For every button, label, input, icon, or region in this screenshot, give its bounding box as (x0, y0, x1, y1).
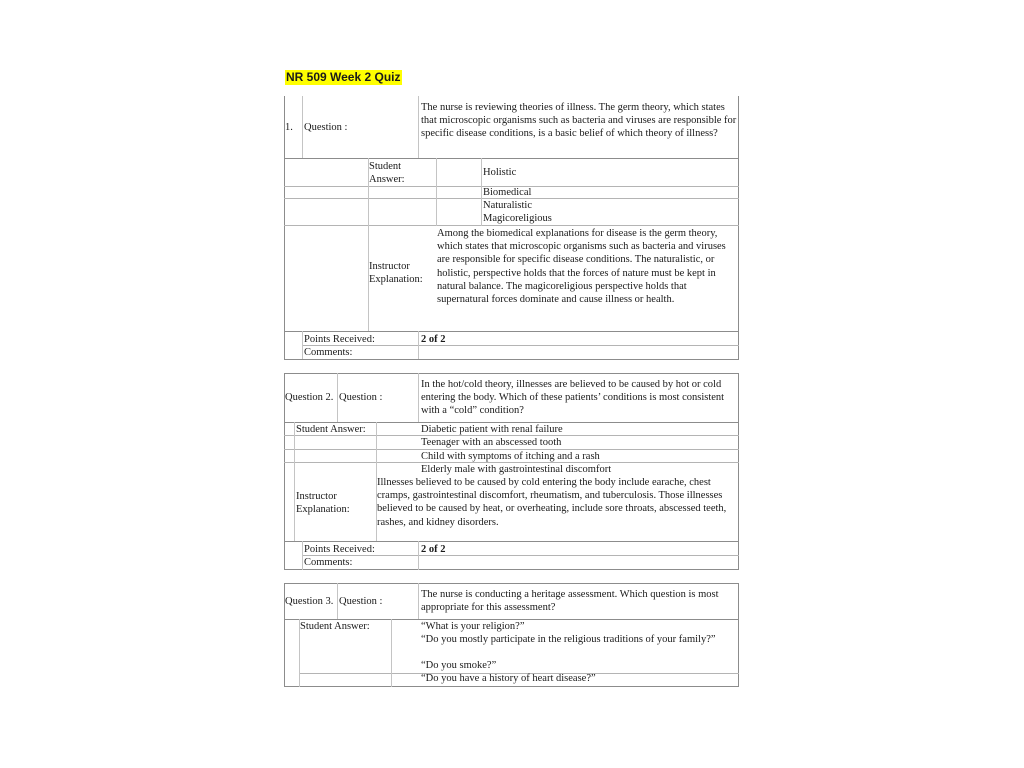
answer-option: Biomedical (483, 187, 532, 198)
question-label: Question : (339, 596, 383, 607)
question-number: 1. (285, 122, 293, 133)
answer-option: “Do you have a history of heart disease?” (421, 673, 596, 684)
answer-option: Naturalistic (483, 200, 532, 211)
instructor-explanation-text: Among the biomedical explanations for disease is the germ theory, which states that microscopic organisms such as bacteria and viruses are responsible for specific disease conditions. The naturalistic, or holistic, perspective holds that the forces of nature must be kept in natural balance. The magicoreligious perspective holds that supernatural forces dominate and cause illness or health. (437, 228, 726, 306)
question-2-block (284, 373, 739, 570)
question-label: Question : (339, 392, 383, 403)
question-3-block (284, 583, 739, 687)
student-answer-label: Student Answer: (296, 424, 366, 435)
student-answer-label: Student Answer: (369, 161, 405, 186)
comments-label: Comments: (304, 347, 353, 358)
answer-option: “Do you smoke?” (421, 660, 497, 671)
points-received-label: Points Received: (304, 334, 375, 345)
answer-option: “What is your religion?” (421, 621, 525, 632)
points-received-value: 2 of 2 (421, 544, 446, 555)
question-text: The nurse is conducting a heritage assessment. Which question is most appropriate for this assessment? (421, 589, 719, 614)
question-text: In the hot/cold theory, illnesses are believed to be caused by hot or cold entering the body. Which of these patients’ conditions is most consistent with a “cold” condition? (421, 379, 725, 417)
document-title: NR 509 Week 2 Quiz (286, 70, 401, 84)
answer-option: Elderly male with gastrointestinal discomfort (421, 464, 612, 475)
instructor-explanation-label: Instructor Explanation: (369, 261, 423, 286)
question-number: Question 3. (285, 596, 334, 607)
answer-option: “Do you mostly participate in the religious traditions of your family?” (421, 634, 716, 645)
student-answer-label: Student Answer: (300, 621, 370, 632)
answer-option: Child with symptoms of itching and a rash (421, 451, 600, 462)
question-label: Question : (304, 122, 348, 133)
question-number: Question 2. (285, 392, 334, 403)
comments-label: Comments: (304, 557, 353, 568)
answer-option: Holistic (483, 167, 517, 178)
question-text: The nurse is reviewing theories of illness. The germ theory, which states that microscopic organisms such as bacteria and viruses are responsible for specific disease conditions, is a basic belief of which theory of illness? (421, 102, 737, 140)
answer-option: Diabetic patient with renal failure (421, 424, 563, 435)
points-received-label: Points Received: (304, 544, 375, 555)
answer-option: Magicoreligious (483, 213, 552, 224)
points-received-value: 2 of 2 (421, 334, 446, 345)
instructor-explanation-label: Instructor Explanation: (296, 491, 350, 516)
instructor-explanation-text: Illnesses believed to be caused by cold entering the body include earache, chest cramps, gastrointestinal discomfort, rheumatism, and tuberculosis. Those illnesses believed to be caused by heat, or overheating, include sore throats, abscessed teeth, rashes, and kidney disorders. (377, 477, 727, 528)
question-1-block (284, 96, 739, 360)
answer-option: Teenager with an abscessed tooth (421, 437, 562, 448)
